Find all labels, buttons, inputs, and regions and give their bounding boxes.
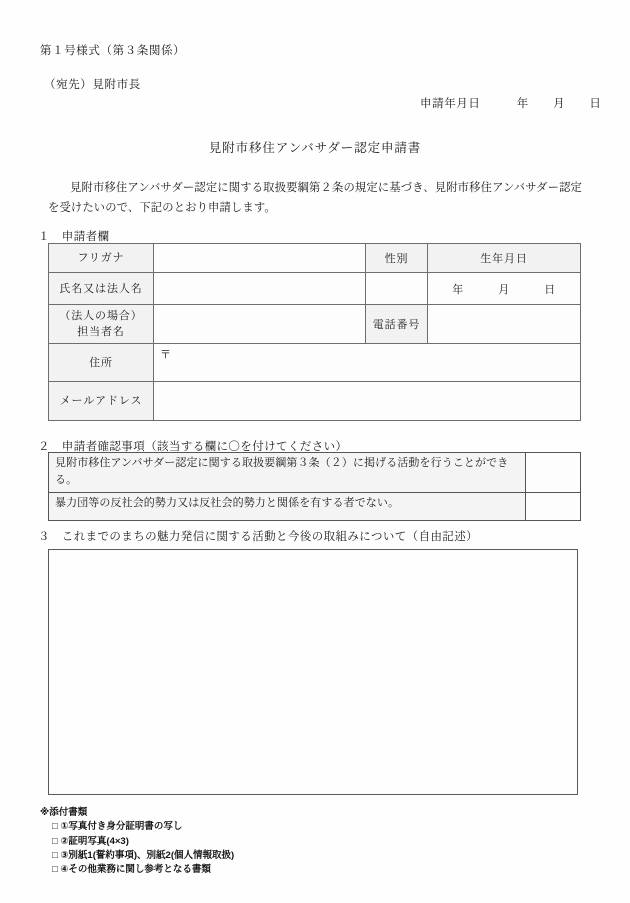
input-name[interactable]	[154, 273, 366, 305]
input-birthdate[interactable]	[428, 273, 581, 305]
label-corporate-contact-line2: 担当者名	[77, 326, 125, 338]
input-email[interactable]	[154, 382, 581, 421]
confirmation-mark-2[interactable]	[526, 493, 581, 521]
confirmation-mark-1[interactable]	[526, 453, 581, 493]
table-row	[49, 344, 581, 382]
label-name: 氏名又は法人名	[49, 273, 154, 305]
confirmation-table	[48, 452, 581, 521]
table-row	[49, 273, 581, 305]
confirmation-item-1: 見附市移住アンバサダー認定に関する取扱要綱第３条（２）に掲げる活動を行うことができる。	[49, 453, 526, 493]
postal-mark-icon: 〒	[160, 349, 171, 361]
label-gender: 性別	[366, 244, 428, 273]
attachment-checkbox-2[interactable]: □ ②証明写真(4×3)	[52, 835, 129, 847]
label-corporate-contact-line1: （法人の場合）	[59, 310, 143, 322]
input-gender[interactable]	[366, 273, 428, 305]
table-row	[49, 493, 581, 521]
label-address: 住所	[49, 344, 154, 382]
input-address[interactable]	[154, 344, 581, 382]
section-1-heading: １ 申請者欄	[38, 231, 110, 243]
attachment-list-title: ※添付書類	[40, 807, 88, 818]
table-row	[49, 382, 581, 421]
table-row	[49, 244, 581, 273]
lead-paragraph-text: 見附市移住アンバサダー認定に関する取扱要綱第２条の規定に基づき、見附市移住アンバサダー認定を受けたいので、下記のとおり申請します。	[48, 182, 582, 214]
attachment-checkbox-4[interactable]: □ ④その他業務に関し参考となる書類	[52, 864, 211, 876]
input-phone[interactable]	[428, 305, 581, 344]
applicant-table	[48, 243, 581, 421]
attachment-checkbox-3[interactable]: □ ③別紙1(誓約事項)、別紙2(個人情報取扱)	[52, 849, 235, 861]
label-furigana: フリガナ	[49, 244, 154, 273]
label-phone: 電話番号	[366, 305, 428, 344]
application-date-line: 申請年月日 年 月 日	[420, 98, 602, 110]
input-furigana[interactable]	[154, 244, 366, 273]
label-corporate-contact	[49, 305, 154, 344]
free-description-box[interactable]	[48, 549, 578, 795]
table-row	[49, 453, 581, 493]
confirmation-item-2: 暴力団等の反社会的勢力又は反社会的勢力と関係を有する者でない。	[49, 493, 526, 521]
table-row	[49, 305, 581, 344]
attachment-checkbox-1[interactable]: □ ①写真付き身分証明書の写し	[52, 821, 183, 833]
birthdate-ymd-template: 年 月 日	[452, 283, 556, 296]
form-code: 第１号様式（第３条関係）	[40, 45, 186, 57]
lead-paragraph	[48, 178, 582, 218]
label-birthdate: 生年月日	[428, 244, 581, 273]
label-email: メールアドレス	[49, 382, 154, 421]
attachment-list	[40, 806, 234, 877]
addressee-line: （宛先）見附市長	[44, 79, 141, 91]
section-2-heading: ２ 申請者確認事項（該当する欄に〇を付けてください）	[38, 441, 348, 453]
page-title: 見附市移住アンバサダー認定申請書	[208, 141, 422, 155]
section-3-heading: ３ これまでのまちの魅力発信に関する活動と今後の取組みについて（自由記述）	[38, 531, 479, 543]
input-corporate-contact[interactable]	[154, 305, 366, 344]
